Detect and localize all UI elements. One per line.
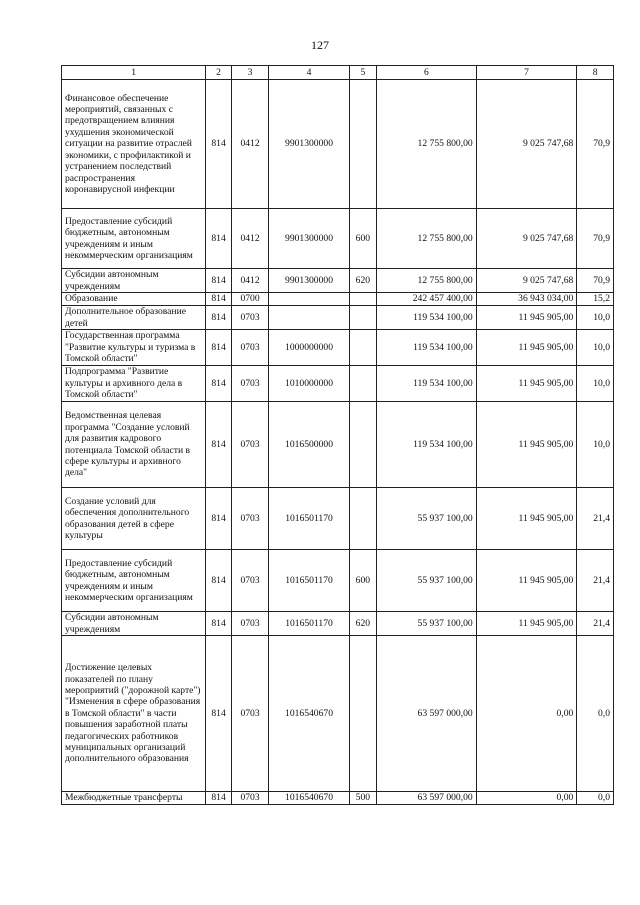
cell-percent: 70,9 [577, 269, 614, 293]
table-row [62, 269, 614, 293]
cell-planned-amount: 119 534 100,00 [377, 366, 477, 402]
cell-expense-type [349, 306, 376, 330]
column-header: 7 [476, 66, 577, 80]
cell-planned-amount: 119 534 100,00 [377, 402, 477, 488]
cell-actual-amount: 11 945 905,00 [476, 612, 577, 636]
cell-percent: 10,0 [577, 402, 614, 488]
table-row [62, 488, 614, 550]
cell-ved: 814 [206, 488, 231, 550]
cell-planned-amount: 242 457 400,00 [377, 293, 477, 306]
cell-name: Создание условий для обеспечения дополнительного образования детей в сфере культуры [62, 488, 206, 550]
cell-percent: 70,9 [577, 209, 614, 269]
cell-percent: 70,9 [577, 80, 614, 209]
column-header: 2 [206, 66, 231, 80]
cell-name: Достижение целевых показателей по плану мероприятий ("дорожной карте") "Изменения в сфере образования в Томской области" в части повышения заработной платы педагогических работников муниципальных организаций дополнительного образования [62, 636, 206, 792]
cell-ved: 814 [206, 269, 231, 293]
cell-percent: 15,2 [577, 293, 614, 306]
column-header: 1 [62, 66, 206, 80]
table-row [62, 293, 614, 306]
cell-percent: 10,0 [577, 306, 614, 330]
cell-name: Предоставление субсидий бюджетным, автономным учреждениям и иным некоммерческим организациям [62, 209, 206, 269]
cell-planned-amount: 119 534 100,00 [377, 330, 477, 366]
cell-expense-type [349, 80, 376, 209]
cell-section: 0703 [231, 330, 269, 366]
page-number: 127 [311, 38, 329, 52]
cell-actual-amount: 0,00 [476, 792, 577, 805]
cell-ved: 814 [206, 792, 231, 805]
cell-actual-amount: 9 025 747,68 [476, 80, 577, 209]
cell-percent: 0,0 [577, 792, 614, 805]
cell-section: 0703 [231, 306, 269, 330]
cell-section: 0703 [231, 792, 269, 805]
cell-planned-amount: 12 755 800,00 [377, 80, 477, 209]
cell-name: Финансовое обеспечение мероприятий, связанных с предотвращением влияния ухудшения экономической ситуации на развитие отраслей экономики, с профилактикой и устранением последствий распространения коронавирусной инфекции [62, 80, 206, 209]
cell-ved: 814 [206, 330, 231, 366]
header-row [62, 66, 614, 80]
cell-actual-amount: 11 945 905,00 [476, 550, 577, 612]
cell-expense-type [349, 366, 376, 402]
cell-planned-amount: 55 937 100,00 [377, 488, 477, 550]
cell-section: 0700 [231, 293, 269, 306]
cell-planned-amount: 55 937 100,00 [377, 550, 477, 612]
column-header: 8 [577, 66, 614, 80]
cell-target-article: 1016501170 [269, 612, 349, 636]
cell-actual-amount: 11 945 905,00 [476, 306, 577, 330]
cell-actual-amount: 9 025 747,68 [476, 209, 577, 269]
cell-ved: 814 [206, 550, 231, 612]
cell-target-article: 1016540670 [269, 636, 349, 792]
table-row [62, 80, 614, 209]
cell-actual-amount: 9 025 747,68 [476, 269, 577, 293]
table-row [62, 792, 614, 805]
cell-name: Субсидии автономным учреждениям [62, 612, 206, 636]
cell-section: 0703 [231, 488, 269, 550]
cell-actual-amount: 11 945 905,00 [476, 488, 577, 550]
cell-ved: 814 [206, 306, 231, 330]
cell-name: Государственная программа "Развитие культуры и туризма в Томской области" [62, 330, 206, 366]
cell-actual-amount: 0,00 [476, 636, 577, 792]
cell-section: 0703 [231, 402, 269, 488]
cell-target-article: 1016540670 [269, 792, 349, 805]
cell-percent: 21,4 [577, 550, 614, 612]
budget-table [61, 65, 614, 805]
column-header: 3 [231, 66, 269, 80]
cell-section: 0412 [231, 80, 269, 209]
cell-percent: 10,0 [577, 366, 614, 402]
cell-section: 0703 [231, 636, 269, 792]
cell-expense-type: 620 [349, 612, 376, 636]
cell-expense-type [349, 330, 376, 366]
cell-expense-type [349, 293, 376, 306]
table-row [62, 550, 614, 612]
cell-planned-amount: 12 755 800,00 [377, 209, 477, 269]
cell-target-article: 1010000000 [269, 366, 349, 402]
cell-expense-type: 500 [349, 792, 376, 805]
cell-percent: 21,4 [577, 612, 614, 636]
cell-expense-type [349, 402, 376, 488]
cell-section: 0703 [231, 366, 269, 402]
table-row [62, 636, 614, 792]
cell-target-article: 1016500000 [269, 402, 349, 488]
cell-target-article: 9901300000 [269, 209, 349, 269]
cell-percent: 21,4 [577, 488, 614, 550]
cell-ved: 814 [206, 612, 231, 636]
cell-target-article: 9901300000 [269, 269, 349, 293]
table-row [62, 612, 614, 636]
cell-ved: 814 [206, 80, 231, 209]
cell-section: 0412 [231, 269, 269, 293]
cell-name: Образование [62, 293, 206, 306]
cell-ved: 814 [206, 402, 231, 488]
cell-actual-amount: 11 945 905,00 [476, 330, 577, 366]
cell-section: 0412 [231, 209, 269, 269]
table-row [62, 209, 614, 269]
cell-target-article: 9901300000 [269, 80, 349, 209]
cell-name: Подпрограмма "Развитие культуры и архивного дела в Томской области" [62, 366, 206, 402]
cell-percent: 10,0 [577, 330, 614, 366]
cell-name: Ведомственная целевая программа "Создание условий для развития кадрового потенциала Томской области в сфере культуры и архивного дела" [62, 402, 206, 488]
cell-actual-amount: 11 945 905,00 [476, 366, 577, 402]
table-row [62, 330, 614, 366]
cell-actual-amount: 11 945 905,00 [476, 402, 577, 488]
cell-planned-amount: 63 597 000,00 [377, 792, 477, 805]
cell-ved: 814 [206, 209, 231, 269]
cell-name: Межбюджетные трансферты [62, 792, 206, 805]
cell-expense-type [349, 636, 376, 792]
cell-planned-amount: 55 937 100,00 [377, 612, 477, 636]
cell-name: Субсидии автономным учреждениям [62, 269, 206, 293]
cell-ved: 814 [206, 293, 231, 306]
cell-target-article: 1016501170 [269, 550, 349, 612]
cell-percent: 0,0 [577, 636, 614, 792]
cell-actual-amount: 36 943 034,00 [476, 293, 577, 306]
cell-target-article: 1016501170 [269, 488, 349, 550]
cell-expense-type: 600 [349, 209, 376, 269]
column-header: 5 [349, 66, 376, 80]
cell-planned-amount: 119 534 100,00 [377, 306, 477, 330]
column-header: 6 [377, 66, 477, 80]
cell-expense-type: 620 [349, 269, 376, 293]
table-row [62, 366, 614, 402]
column-header: 4 [269, 66, 349, 80]
table-row [62, 306, 614, 330]
table-row [62, 402, 614, 488]
cell-ved: 814 [206, 636, 231, 792]
cell-planned-amount: 12 755 800,00 [377, 269, 477, 293]
cell-expense-type: 600 [349, 550, 376, 612]
cell-target-article [269, 306, 349, 330]
cell-name: Дополнительное образование детей [62, 306, 206, 330]
cell-section: 0703 [231, 550, 269, 612]
cell-target-article [269, 293, 349, 306]
cell-name: Предоставление субсидий бюджетным, автономным учреждениям и иным некоммерческим организациям [62, 550, 206, 612]
cell-planned-amount: 63 597 000,00 [377, 636, 477, 792]
cell-section: 0703 [231, 612, 269, 636]
cell-target-article: 1000000000 [269, 330, 349, 366]
cell-expense-type [349, 488, 376, 550]
cell-ved: 814 [206, 366, 231, 402]
